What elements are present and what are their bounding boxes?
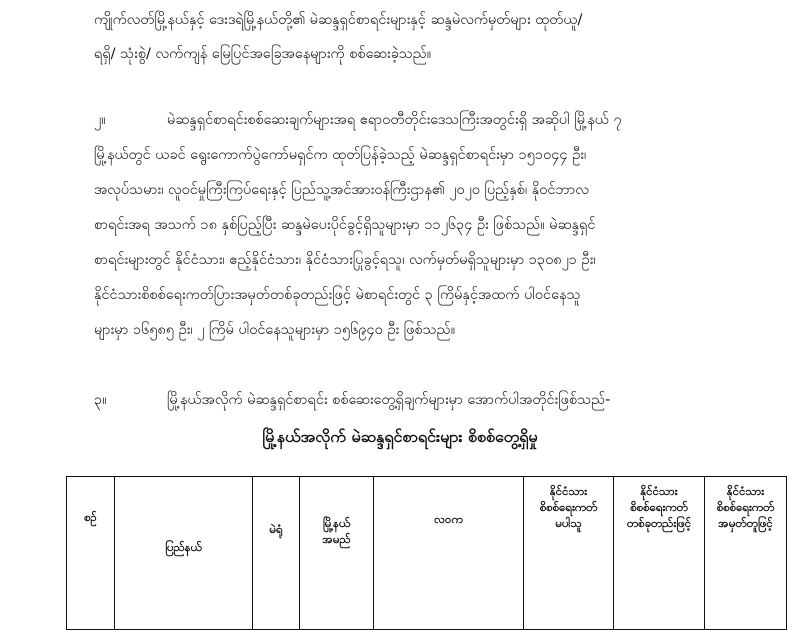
column-header-same-id-number: နိုင်ငံသား စိစစ်ရေးကတ် အမှတ်တူဖြင့် <box>705 477 787 630</box>
column-header-serial: စဉ် <box>67 477 115 630</box>
paragraph-number: ၂။ <box>94 112 106 128</box>
text-line: များမှာ ၁၆၅၈၅ ဦး၊ ၂ ကြိမ် ပါဝင်နေသူများမှာ ၁၅၆၉၄၀ ဦး ဖြစ်သည်။ <box>94 322 456 338</box>
text-line: အလုပ်သမား၊ လူဝင်မှုကြီးကြပ်ရေးနှင့် ပြည်သူ့အင်အားဝန်ကြီးဌာန၏ ၂၀၂၀ ပြည့်နှစ်၊ နိုဝင်ဘာလ <box>94 182 589 198</box>
text-line: မြို့နယ်တွင် ယခင် ရွေးကောက်ပွဲကော်မရှင်က ထုတ်ပြန်ခဲ့သည့် မဲဆန္ဒရှင်စာရင်းမှာ ၁၅၁၀၄၄ ဦး၊ <box>94 147 587 163</box>
text-line: နိုင်ငံသားစိစစ်ရေးကတ်ပြားအမှတ်တစ်ခုတည်းဖြင့် မဲစာရင်းတွင် ၃ ကြိမ်နှင့်အထက် ပါဝင်နေသူ <box>94 287 581 303</box>
section-title: မြို့နယ်အလိုက် မဲဆန္ဒရှင်စာရင်းများ စိစစ်တွေ့ရှိမှု <box>262 427 538 446</box>
text-line: မြို့နယ်အလိုက် မဲဆန္ဒရှင်စာရင်း စစ်ဆေးတွေ့ရှိချက်များမှာ အောက်ပါအတိုင်းဖြစ်သည်- <box>167 392 611 408</box>
column-header-immigration: လဝက <box>374 477 524 630</box>
column-header-polling-station: မဲရုံ <box>253 477 300 630</box>
column-header-no-id-card: နိုင်ငံသား စိစစ်ရေးကတ် မပါသူ <box>524 477 614 630</box>
paragraph-number: ၃။ <box>94 392 107 408</box>
text-line: ရရှိ/ သုံးစွဲ/ လက်ကျန် မြေပြင်အခြေအနေများကို စစ်ဆေးခဲ့သည်။ <box>94 46 432 62</box>
text-line: စာရင်းများတွင် နိုင်ငံသား၊ ဧည့်နိုင်ငံသား၊ နိုင်ငံသားပြုခွင့်ရသူ၊ လက်မှတ်မရှိသူများမှာ ၁၃၀၈၂၁ ဦး၊ <box>94 252 596 268</box>
column-header-region: ပြည်နယ် <box>115 477 253 630</box>
column-header-township: မြို့နယ် အမည် <box>300 477 374 630</box>
text-line: စာရင်းအရ အသက် ၁၈ နှစ်ပြည့်ပြီး ဆန္ဒမဲပေးပိုင်ခွင့်ရှိသူများမှာ ၁၁၂၆၃၄ ဦး ဖြစ်သည်။ မဲဆန္ဒရှင် <box>94 217 596 233</box>
text-line: မဲဆန္ဒရှင်စာရင်းစစ်ဆေးချက်များအရ ဧရာဝတီတိုင်းဒေသကြီးအတွင်းရှိ အဆိုပါ မြို့နယ် ၇ <box>167 112 622 128</box>
column-header-single-id-card: နိုင်ငံသား စိစစ်ရေးကတ် တစ်ခုတည်းဖြင့် <box>614 477 705 630</box>
text-line: ကျိုက်လတ်မြို့နယ်နှင့် ဒေးဒရဲမြို့နယ်တို့၏ မဲဆန္ဒရှင်စာရင်းများနှင့် ဆန္ဒမဲလက်မှတ်များ ထုတ်ယူ/ <box>94 12 583 28</box>
table-header-row <box>67 477 787 630</box>
results-table <box>66 476 787 630</box>
